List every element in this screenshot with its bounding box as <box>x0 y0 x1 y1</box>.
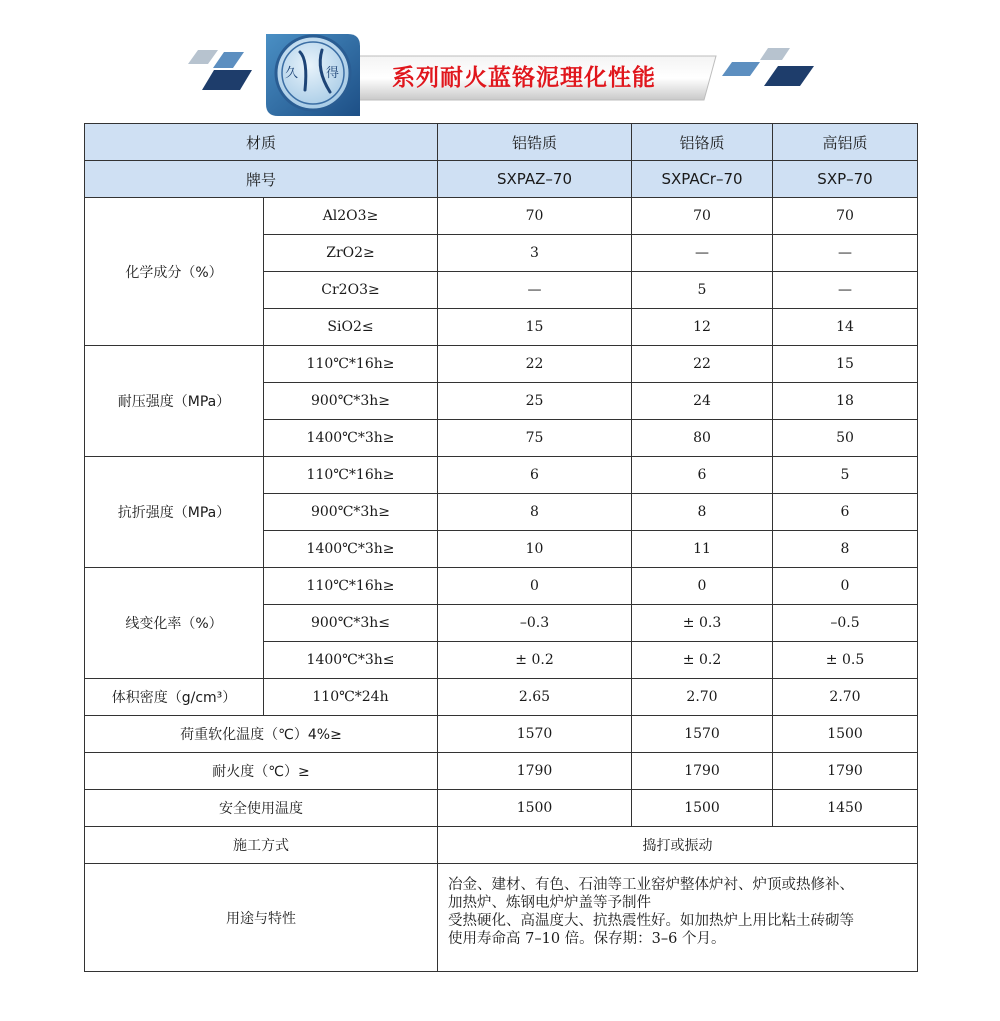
logo-badge <box>266 34 360 116</box>
table-row <box>85 457 918 494</box>
value-cell: 10 <box>438 531 632 568</box>
value-cell: 22 <box>632 346 773 383</box>
value-cell: ± 0.3 <box>632 605 773 642</box>
table-row <box>85 568 918 605</box>
wide-row-label: 荷重软化温度（℃）4%≥ <box>85 716 438 753</box>
usage-row <box>85 864 918 972</box>
group-label: 耐压强度（MPa） <box>85 346 264 457</box>
table-row <box>85 679 918 716</box>
condition-cell: SiO2≤ <box>264 309 438 346</box>
value-cell: ± 0.2 <box>438 642 632 679</box>
table-row <box>85 790 918 827</box>
value-cell: — <box>438 272 632 309</box>
condition-cell: 110℃*16h≥ <box>264 346 438 383</box>
value-cell: ± 0.5 <box>773 642 918 679</box>
value-cell: 50 <box>773 420 918 457</box>
material-col-1: 铝锆质 <box>438 124 632 161</box>
condition-cell: 1400℃*3h≤ <box>264 642 438 679</box>
group-label: 抗折强度（MPa） <box>85 457 264 568</box>
wide-row-label: 耐火度（℃）≥ <box>85 753 438 790</box>
usage-label: 用途与特性 <box>85 864 438 972</box>
value-cell: 3 <box>438 235 632 272</box>
page-title: 系列耐火蓝铬泥理化性能 <box>392 65 656 91</box>
value-cell: 0 <box>773 568 918 605</box>
condition-cell: 110℃*16h≥ <box>264 457 438 494</box>
value-cell: 70 <box>632 198 773 235</box>
material-row <box>85 124 918 161</box>
value-cell: 8 <box>632 494 773 531</box>
value-cell: 2.65 <box>438 679 632 716</box>
grade-label: 牌号 <box>85 161 438 198</box>
value-cell: 1500 <box>773 716 918 753</box>
logo-char-right: 得 <box>326 66 340 81</box>
value-cell: 24 <box>632 383 773 420</box>
value-cell: 80 <box>632 420 773 457</box>
value-cell: 70 <box>773 198 918 235</box>
usage-line: 受热硬化、高温度大、抗热震性好。如加热炉上用比粘土砖砌等 <box>448 913 855 929</box>
construction-value: 捣打或振动 <box>438 827 918 864</box>
value-cell: 18 <box>773 383 918 420</box>
table-row <box>85 346 918 383</box>
condition-cell: ZrO2≥ <box>264 235 438 272</box>
value-cell: 11 <box>632 531 773 568</box>
construction-label: 施工方式 <box>85 827 438 864</box>
value-cell: 1450 <box>773 790 918 827</box>
condition-cell: Al2O3≥ <box>264 198 438 235</box>
value-cell: 5 <box>632 272 773 309</box>
value-cell: 6 <box>632 457 773 494</box>
value-cell: — <box>632 235 773 272</box>
group-label: 体积密度（g/cm³） <box>85 679 264 716</box>
value-cell: 8 <box>773 531 918 568</box>
table-row <box>85 753 918 790</box>
value-cell: 0 <box>632 568 773 605</box>
value-cell: 1570 <box>438 716 632 753</box>
condition-cell: 1400℃*3h≥ <box>264 531 438 568</box>
value-cell: 14 <box>773 309 918 346</box>
value-cell: 75 <box>438 420 632 457</box>
condition-cell: 1400℃*3h≥ <box>264 420 438 457</box>
value-cell: 6 <box>773 494 918 531</box>
grade-col-1: SXPAZ–70 <box>438 161 632 198</box>
value-cell: — <box>773 272 918 309</box>
value-cell: 1790 <box>438 753 632 790</box>
value-cell: 1500 <box>632 790 773 827</box>
material-col-3: 高铝质 <box>773 124 918 161</box>
wide-row-label: 安全使用温度 <box>85 790 438 827</box>
group-label: 化学成分（%） <box>85 198 264 346</box>
value-cell: –0.5 <box>773 605 918 642</box>
material-label: 材质 <box>85 124 438 161</box>
spec-table <box>84 123 918 972</box>
value-cell: –0.3 <box>438 605 632 642</box>
value-cell: 15 <box>773 346 918 383</box>
value-cell: 2.70 <box>773 679 918 716</box>
usage-line: 使用寿命高 7–10 倍。保存期：3–6 个月。 <box>448 931 726 947</box>
condition-cell: 110℃*16h≥ <box>264 568 438 605</box>
table-row <box>85 716 918 753</box>
usage-text <box>438 864 918 972</box>
value-cell: 8 <box>438 494 632 531</box>
value-cell: 1790 <box>773 753 918 790</box>
value-cell: ± 0.2 <box>632 642 773 679</box>
value-cell: — <box>773 235 918 272</box>
value-cell: 22 <box>438 346 632 383</box>
condition-cell: 900℃*3h≤ <box>264 605 438 642</box>
group-label: 线变化率（%） <box>85 568 264 679</box>
material-col-2: 铝铬质 <box>632 124 773 161</box>
condition-cell: Cr2O3≥ <box>264 272 438 309</box>
value-cell: 6 <box>438 457 632 494</box>
value-cell: 15 <box>438 309 632 346</box>
right-slash-decoration <box>722 48 814 86</box>
grade-col-3: SXP–70 <box>773 161 918 198</box>
value-cell: 1570 <box>632 716 773 753</box>
value-cell: 1790 <box>632 753 773 790</box>
usage-line: 加热炉、炼钢电炉炉盖等予制件 <box>448 895 652 911</box>
condition-cell: 110℃*24h <box>264 679 438 716</box>
value-cell: 1500 <box>438 790 632 827</box>
condition-cell: 900℃*3h≥ <box>264 383 438 420</box>
value-cell: 0 <box>438 568 632 605</box>
table-row <box>85 198 918 235</box>
usage-line: 冶金、建材、有色、石油等工业窑炉整体炉衬、炉顶或热修补、 <box>448 877 855 893</box>
value-cell: 2.70 <box>632 679 773 716</box>
construction-row <box>85 827 918 864</box>
header-banner <box>0 0 1000 122</box>
value-cell: 25 <box>438 383 632 420</box>
grade-row <box>85 161 918 198</box>
left-slash-decoration <box>188 50 252 90</box>
logo-char-left: 久 <box>285 66 299 81</box>
value-cell: 70 <box>438 198 632 235</box>
grade-col-2: SXPACr–70 <box>632 161 773 198</box>
value-cell: 12 <box>632 309 773 346</box>
value-cell: 5 <box>773 457 918 494</box>
condition-cell: 900℃*3h≥ <box>264 494 438 531</box>
